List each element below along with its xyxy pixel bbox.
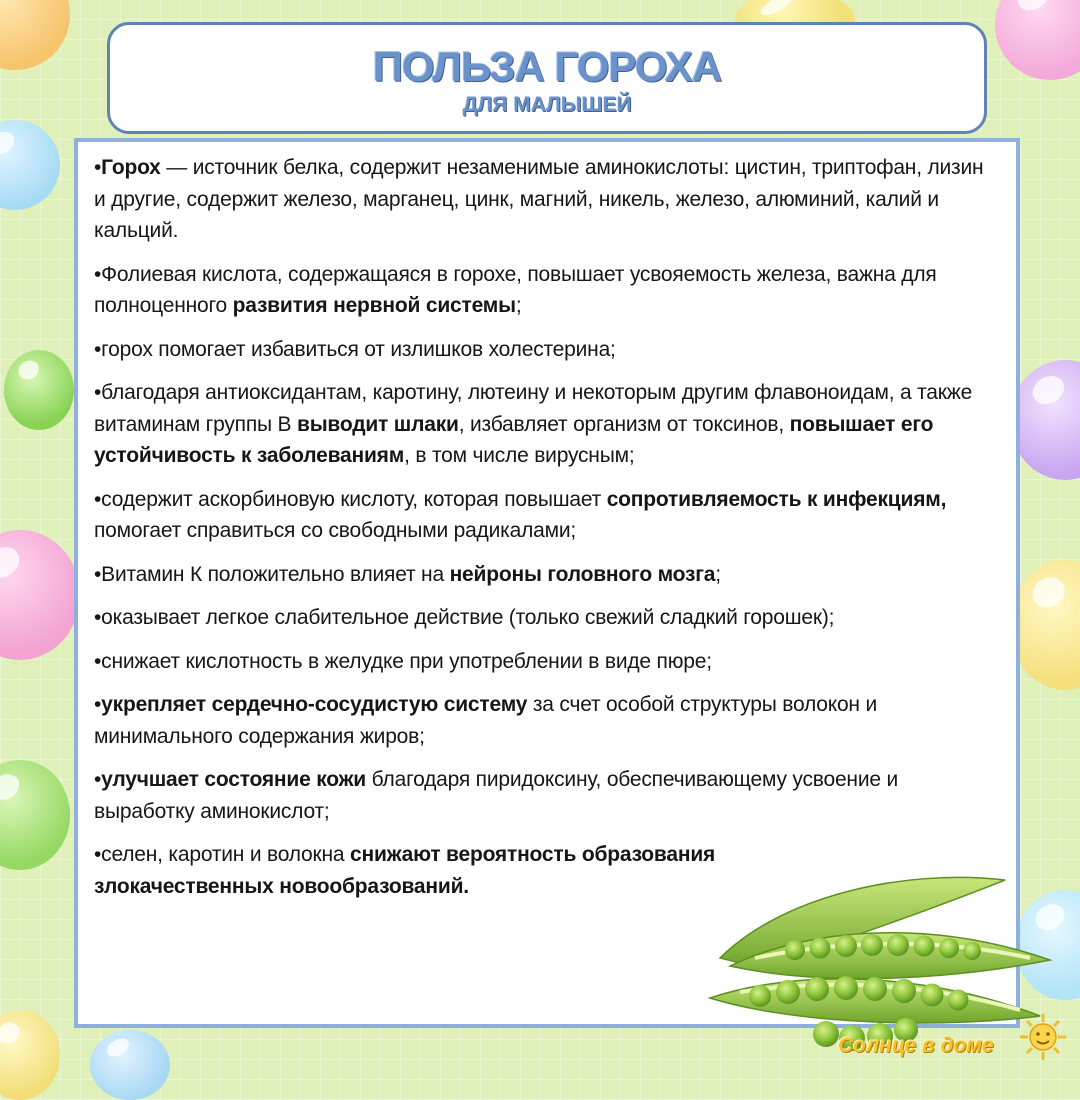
decor-bubble-yellow-right — [1010, 560, 1080, 690]
benefit-item: •Витамин К положительно влияет на нейроны головного мозга; — [94, 562, 721, 586]
decor-bubble-violet — [1010, 360, 1080, 480]
benefit-item: •селен, каротин и волокна снижают вероятность образования злокачественных новообразований. — [94, 843, 716, 898]
page-title: ПОЛЬЗА ГОРОХА — [372, 43, 722, 90]
benefit-item: •горох помогает избавиться от излишков холестерина; — [94, 337, 616, 361]
decor-bubble-blue — [0, 120, 60, 210]
benefit-item: •оказывает легкое слабительное действие (только свежий сладкий горошек); — [94, 606, 835, 629]
decor-bubble-orange — [0, 0, 70, 70]
benefit-item: •Горох — источник белка, содержит незаменимые аминокислоты: цистин, триптофан, лизин и другие, содержит железо, марганец, цинк, магний, никель, железо, алюминий, калий и кальций. — [94, 156, 984, 242]
sun-icon — [1018, 1012, 1068, 1062]
decor-bubble-pink — [995, 0, 1080, 80]
decor-bubble-green-left — [0, 760, 70, 870]
decor-bubble-yellow-bottom — [0, 1010, 60, 1100]
benefit-item: •улучшает состояние кожи благодаря пиридоксину, обеспечивающему усвоение и выработку аминокислот; — [94, 768, 898, 823]
benefit-item: •Фолиевая кислота, содержащаяся в горохе, повышает усвояемость железа, важна для полноценного развития нервной системы; — [94, 262, 937, 317]
benefit-item: •содержит аскорбиновую кислоту, которая повышает сопротивляемость к инфекциям, помогает справиться со свободными радикалами; — [94, 487, 947, 542]
title-box — [107, 22, 987, 134]
benefit-item: •снижает кислотность в желудке при употреблении в виде пюре; — [94, 649, 712, 673]
logo-text: Солнце в доме — [838, 1034, 994, 1057]
decor-bubble-blue-bottom — [90, 1030, 170, 1100]
page-subtitle: ДЛЯ МАЛЫШЕЙ — [462, 93, 632, 116]
decor-bubble-green — [4, 350, 74, 430]
benefit-item: •благодаря антиоксидантам, каротину, лютеину и некоторым другим флавоноидам, а также витаминам группы В выводит шлаки, избавляет организм от токсинов, повышает его устойчивость к заболеваниям, в том числе вирусным; — [94, 381, 973, 467]
benefits-list — [94, 152, 994, 914]
benefit-item: •укрепляет сердечно-сосудистую систему за счет особой структуры волокон и минимального содержания жиров; — [94, 693, 877, 748]
decor-bubble-pink-left — [0, 530, 80, 660]
